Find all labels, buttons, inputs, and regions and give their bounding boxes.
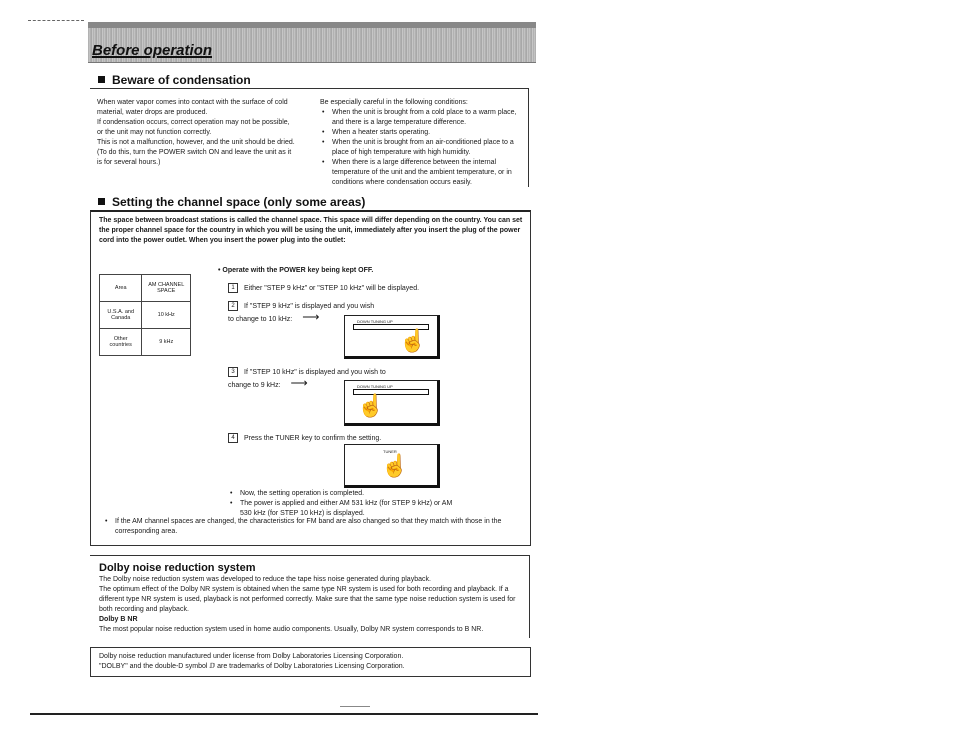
- panel-label: DOWN TUNING UP: [357, 319, 393, 324]
- step-3: 3 If "STEP 10 kHz" is displayed and you wish to change to 9 kHz: ⟶: [228, 368, 386, 390]
- tuning-panel-down: [344, 380, 440, 426]
- dolby-heading: Dolby noise reduction system: [99, 562, 256, 574]
- pointing-hand-icon: ☝: [381, 453, 409, 478]
- condition-item: • When the unit is brought from a cold place to a warm place, and there is a large temperature difference.: [320, 108, 525, 128]
- condensation-heading: Beware of condensation: [98, 73, 251, 87]
- note-item: • The power is applied and either AM 531 kHz (for STEP 9 kHz) or AM 530 kHz (for STEP 10 kHz) is displayed.: [228, 499, 458, 519]
- pointing-hand-icon: ☝: [357, 393, 385, 418]
- bottom-center-mark: [340, 706, 370, 707]
- fm-note: • If the AM channel spaces are changed, the characteristics for FM band are also changed so that they match with those in the corresponding area.: [103, 517, 525, 537]
- header-rule: [88, 62, 536, 63]
- operate-note: • Operate with the POWER key being kept OFF.: [218, 267, 374, 274]
- panel-label: DOWN TUNING UP: [357, 384, 393, 389]
- channel-heading: Setting the channel space (only some areas): [98, 195, 365, 209]
- condition-item: • When the unit is brought from an air-conditioned place to a place of high temperature with high humidity.: [320, 138, 525, 158]
- area-table: [99, 274, 191, 356]
- tuner-key-panel: [344, 444, 440, 488]
- pointing-hand-icon: ☝: [399, 328, 427, 353]
- top-left-rule: [28, 20, 84, 21]
- page-title: Before operation: [92, 42, 213, 59]
- dolby-text: The Dolby noise reduction system was developed to reduce the tape hiss noise generated during playback. The optimum effect of the Dolby NR system is obtained when the same type NR system is used for both recording and playback. If a different type NR system is used, playback is not performed correctly. Make sure that the same type noise reduction system is used for both recording and playback. Dolby B NR The most popular noise reduction system used in home audio components. Usually, Dolby NR system corresponds to B NR.: [99, 576, 516, 633]
- completion-notes: [228, 489, 458, 519]
- license-text: Dolby noise reduction manufactured under license from Dolby Laboratories Licensing Corporation. "DOLBY" and the double-D symbol ⅅ are trademarks of Dolby Laboratories Licensing Corporation.: [99, 653, 405, 670]
- condensation-left-text: When water vapor comes into contact with the surface of cold material, water drops are produced. If condensation occurs, correct operation may not be possible, or the unit may not function correctly. This is not a malfunction, however, and the unit should be dried. (To do this, turn the POWER switch ON and leave the unit as it is for several hours.): [97, 99, 295, 166]
- table-row: U.S.A. and Canada 10 kHz: [100, 302, 191, 329]
- table-row: Other countries 9 kHz: [100, 329, 191, 356]
- bottom-rule: [30, 713, 538, 715]
- condensation-right-text: Be especially careful in the following conditions: • When the unit is brought from a cold place to a warm place, and there is a large temperature difference. • When a heater starts operating. • When the unit is brought from an air-conditioned place to a place of high temperature with high humidity. • When there is a large difference between the internal temperature of the unit and the ambient temperature, or in conditions where condensation occurs easily.: [320, 98, 525, 188]
- step-4: 4 Press the TUNER key to confirm the setting.: [228, 433, 381, 444]
- table-header-space: AM CHANNEL SPACE: [142, 275, 191, 302]
- channel-intro: The space between broadcast stations is called the channel space. This space will differ depending on the country. You can set the proper channel space for the country in which you will be using the unit, immediately after you insert the plug of the power cord into the power outlet. When you insert the power plug into the outlet:: [99, 217, 523, 244]
- step-1: 1 Either "STEP 9 kHz" or "STEP 10 kHz" will be displayed.: [228, 283, 419, 294]
- table-header-area: Area: [100, 275, 142, 302]
- note-item: • Now, the setting operation is completed.: [228, 489, 458, 499]
- tuning-panel-up: [344, 315, 440, 359]
- condition-item: • When a heater starts operating.: [320, 128, 525, 138]
- tuner-key-label: TUNER: [383, 449, 397, 454]
- step-2: 2 If "STEP 9 kHz" is displayed and you wish to change to 10 kHz: ⟶: [228, 302, 375, 324]
- conditions-list: [320, 108, 525, 188]
- condition-item: • When there is a large difference between the internal temperature of the unit and the ambient temperature, or in conditions where condensation occurs easily.: [320, 158, 525, 188]
